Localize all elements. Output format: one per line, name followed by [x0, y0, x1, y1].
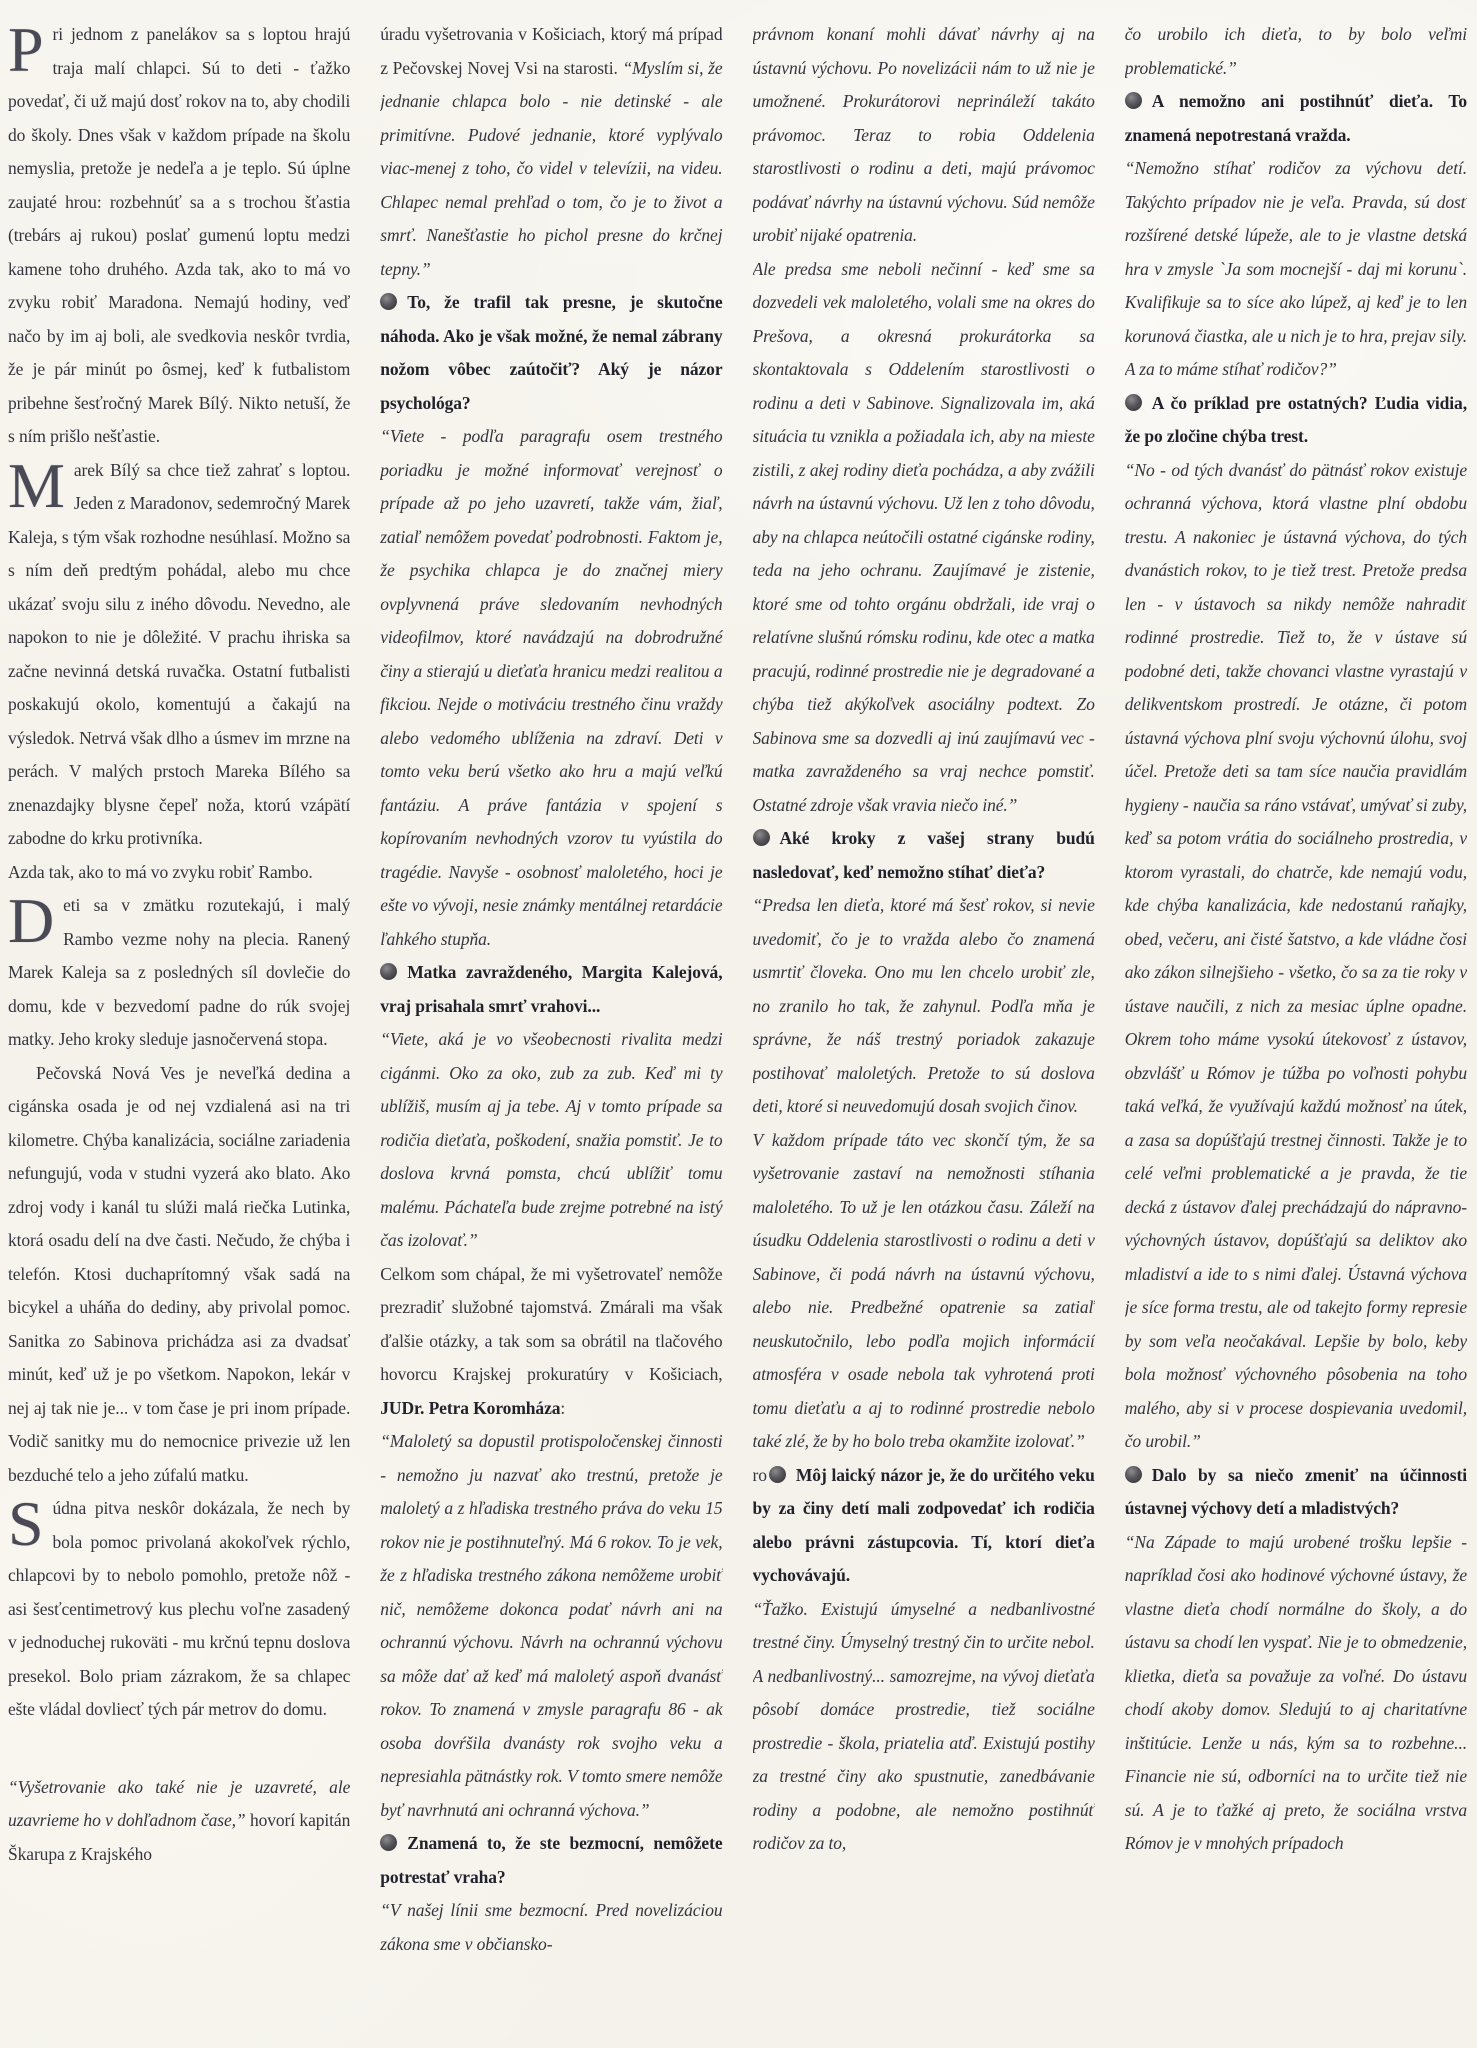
article-paragraph — [1125, 152, 1467, 387]
article-paragraph — [1125, 1526, 1467, 1861]
interview-question — [1125, 1459, 1467, 1526]
text-segment-bold: Aké kroky z vašej strany budú nasledovať, keď nemožno stíhať dieťa? — [752, 828, 1095, 882]
article-paragraph — [753, 1593, 1095, 1861]
interview-question — [1125, 387, 1467, 454]
text-segment-bold: JUDr. Petra Koromháza — [380, 1397, 561, 1418]
stray-print-artifact: ro — [752, 1464, 767, 1485]
article-column-3 — [753, 18, 1095, 2030]
text-segment-italic: “Viete, aká je vo všeobecnosti rivalita medzi cigánmi. Oko za oko, zub za zub. Keď mi ty ublížiš, musím aj ja tebe. Aj v tomto prípade sa rodičia dieťaťa, poškodení, snažia pomstiť. Je to doslova krvná pomsta, chcú ublížiť tomu malému. Páchateľa bude zrejme potrebné na istý čas izolovať.” — [380, 1029, 723, 1250]
text-segment-normal: Azda tak, ako to má vo zvyku robiť Rambo. — [8, 861, 313, 882]
article-columns — [8, 18, 1467, 2030]
article-paragraph — [8, 885, 351, 1057]
article-paragraph — [753, 253, 1095, 823]
text-segment-italic: Ale predsa sme neboli nečinní - keď sme sa dozvedeli vek maloletého, volali sme na okres do Prešova, a okresná prokurátorka sa skontaktovala s Oddelením starostlivosti o rodinu a deti v Sabinove. Signalizovala im, aká situácia tu vznikla a požiadala ich, aby na mieste zistili, z akej rodiny dieťa pochádza, a aby zvážili návrh na ústavnú výchovu. Už len z toho dôvodu, aby na chlapca neútočili ostatné cigánske rodiny, teda na jeho ochranu. Zaujímavé je zistenie, ktoré sme od tohto orgánu obdržali, ide vraj o relatívne slušnú rómsku rodinu, kde otec a matka pracujú, rodinné prostredie nie je degradované a chýba tiež akýkoľvek asociálny podtext. Zo Sabinova sme sa dozvedli aj inú zaujímavú vec - matka zavraždeného sa vraj nechce pomstiť. Ostatné zdroje však vravia niečo iné.” — [752, 258, 1095, 815]
text-segment-normal: úradu vyšetrovania v Košiciach, ktorý má prípad z Pečovskej Novej Vsi na starosti. — [380, 24, 723, 78]
article-paragraph — [380, 18, 722, 286]
article-paragraph — [380, 420, 722, 956]
text-segment-normal: Celkom som chápal, že mi vyšetrovateľ nemôže prezradiť služobné tajomstvá. Zmárali ma však ďalšie otázky, a tak som sa obrátil na tlačového hovorcu Krajskej prokuratúry v Košiciach, — [380, 1263, 723, 1384]
text-segment-bold: A nemožno ani postihnúť dieťa. To znamená nepotrestaná vražda. — [1124, 91, 1467, 145]
text-segment-normal: eti sa v zmätku rozutekajú, i malý Rambo vezme nohy na plecia. Ranený Marek Kaleja sa z posledných síl dovlečie do domu, kde v bezvedomí padne do rúk svojej matky. Jeho kroky sleduje jasnočervená stopa. — [8, 895, 351, 1049]
article-column-4 — [1125, 18, 1467, 2030]
text-segment-italic: “Myslím si, že jednanie chlapca bolo - nie detinské - ale primitívne. Pudové jednanie, ktoré vyplývalo viac-menej z toho, čo videl v televízii, na videu. Chlapec nemal prehľad o tom, čo je to život a smrť. Nanešťastie ho pichol presne do krčnej tepny.” — [380, 57, 723, 279]
text-segment-normal: hovorí kapitán Škarupa z Krajského — [8, 1810, 351, 1864]
interview-question — [380, 956, 722, 1023]
text-segment-italic: “Vyšetrovanie ako také nie je uzavreté, ale uzavrieme ho v dohľadnom čase,” — [8, 1776, 351, 1830]
text-segment-bold: A čo príklad pre ostatných? Ľudia vidia, že po zločine chýba trest. — [1124, 392, 1467, 446]
article-paragraph — [380, 1258, 722, 1426]
article-paragraph — [753, 889, 1095, 1124]
drop-cap-letter: P — [8, 18, 44, 85]
article-paragraph — [8, 856, 350, 890]
article-paragraph — [380, 1425, 722, 1827]
text-segment-italic: “Na Západe to majú urobené trošku lepšie - napríklad čosi ako hodinové výchovné ústavy, že vlastne dieťa chodí normálne do školy, a do ústavu sa chodí len vyspať. Nie je to obmedzenie, klietka, dieťa sa považuje za voľné. Do ústavu chodí akoby domov. Sledujú to aj charitatívne inštitúcie. Lenže u nás, kým sa to rozbehne... Financie nie sú, odborníci na to určite tiež nie sú. A je to ťažké aj preto, že sociálna vrstva Rómov je v mnohých prípadoch — [1124, 1531, 1467, 1853]
text-segment-italic: “V našej línii sme bezmocní. Pred novelizáciou zákona sme v občiansko- — [380, 1900, 723, 1954]
text-segment-italic: “Viete - podľa paragrafu osem trestného poriadku je možné informovať verejnosť o prípade až po jeho uzavretí, takže vám, žiaľ, zatiaľ nemôžem povedať podrobnosti. Faktom je, že psychika chlapca je do značnej miery ovplyvnená práve sledovaním nevhodných videofilmov, ktoré navádzajú na dobrodružné činy a stierajú u dieťaťa hranicu medzi realitou a fikciou. Nejde o motiváciu trestného činu vraždy alebo vedomého ublíženia na zdraví. Deti v tomto veku berú všetko ako hru a majú veľkú fantáziu. A práve fantázia v spojení s kopírovaním nevhodných vzorov tu vyústila do tragédie. Navyše - osobnosť maloletého, hoci je ešte vo vývoji, nesie známky mentálnej retardácie ľahkého stupňa. — [380, 426, 723, 949]
text-segment-italic: “Nemožno stíhať rodičov za výchovu detí. Takýchto prípadov nie je veľa. Pravda, sú dosť rozšírené detské lúpeže, ale to je vlastne detská hra v zmysle `Ja som mocnejší - daj mi korunu`. Kvalifikuje sa to síce ako lúpež, aj keď je to len korunová čiastka, ale u nich je to hra, prejav sily. A za to máme stíhať rodičov?” — [1124, 158, 1467, 379]
text-segment-italic: V každom prípade táto vec skončí tým, že sa vyšetrovanie zastaví na nemožnosti stíhania maloletého. To už je len otázkou času. Záleží na úsudku Oddelenia starostlivosti o rodinu a deti v Sabinove, či podá návrh na ústavnú výchovu, alebo nie. Predbežné opatrenie sa zatiaľ neuskutočnilo, lebo podľa mojich informácií atmosféra v osade nebola tak vyhrotená proti tomu dieťaťu a aj to rodinné prostredie nebolo také zlé, že by ho bolo treba okamžite izolovať.” — [752, 1129, 1095, 1451]
interview-question — [380, 1827, 722, 1894]
question-bullet-icon — [1125, 394, 1142, 411]
article-paragraph — [8, 1057, 350, 1493]
article-paragraph — [380, 1023, 722, 1258]
text-segment-italic: právnom konaní mohli dávať návrhy aj na ústavnú výchovu. Po novelizácii nám to už nie je umožnené. Prokurátorovi neprináleží takáto právomoc. Teraz to robia Oddelenia starostlivosti o rodinu a deti, majú právomoc podávať návrhy na ústavnú výchovu. Súd nemôže urobiť nijaké opatrenia. — [752, 24, 1095, 245]
interview-question — [753, 1459, 1095, 1593]
text-segment-bold: To, že trafil tak presne, je skutočne náhoda. Ako je však možné, že nemal zábrany nožom vôbec zaútočiť? Aký je názor psychológa? — [380, 292, 723, 413]
article-paragraph — [1125, 18, 1467, 85]
text-segment-italic: čo urobilo ich dieťa, to by bolo veľmi problematické.” — [1124, 24, 1467, 78]
drop-cap-letter: D — [8, 885, 55, 956]
article-paragraph — [8, 18, 350, 454]
text-segment-italic: “Maloletý sa dopustil protispoločenskej činnosti - nemožno ju nazvať ako trestnú, pretože je maloletý a z hľadiska trestného práva do veku 15 rokov nie je postihnuteľný. Má 6 rokov. To je vek, že z hľadiska trestného zákona nemôžeme urobiť nič, nemôžeme dokonca podať návrh ani na ochrannú výchovu. Návrh na ochrannú výchovu sa môže dať až keď má maloletý aspoň dvanásť rokov. To znamená v zmysle paragrafu 86 - ak osoba dovŕšila dvanásty rok svojho veku a nepresiahla pätnástky rok. V tomto smere nemôže byť navrhnutá ani ochranná výchova.” — [380, 1431, 723, 1820]
text-segment-normal: arek Bílý sa chce tiež zahrať s loptou. Jeden z Maradonov, sedemročný Marek Kaleja, s tým však rozhodne nesúhlasí. Možno sa s ním deň predtým pohádal, alebo mu chce ukázať svoju silu z iného dôvodu. Nevedno, ale napokon to nie je dôležité. V prachu ihriska sa začne nevinná detská ruvačka. Ostatní futbalisti poskakujú okolo, komentujú a čakajú na výsledok. Netrvá však dlho a úsmev im mrzne na perách. V malých prstoch Mareka Bílého sa znenazdajky blysne čepeľ noža, ktorú vzápätí zabodne do krku protivníka. — [8, 459, 351, 848]
text-segment-italic: “No - od tých dvanásť do pätnásť rokov existuje ochranná výchova, ktorá vlastne plní obdobu trestu. A nakoniec je ústavná výchova, do tých dvanástich rokov, to je tiež trest. Pretože predsa len - v ústavoch sa nikdy nemôže nahradiť rodinné prostredie. Tiež to, že v ústave sú podobné deti, takže chovanci vlastne vyrastajú v delikventskom prostredí. Je otázne, či potom ústavná výchova plní svoju výchovnú úlohu, svoj účel. Pretože deti sa tam síce naučia pravidlám hygieny - naučia sa ráno vstávať, umývať si zuby, keď sa potom vrátia do sociálneho prostredia, v ktorom vyrastali, do chatrče, kde nemajú vodu, kde chýba kanalizácia, kde nedostanú raňajky, obed, večeru, ani čisté šatstvo, a kde vládne čosi ako zákon silnejšieho - všetko, čo sa za tie roky v ústave naučili, z nich za mesiac úplne opadne. Okrem toho máme vysokú útekovosť z ústavov, obzvlášť u Rómov je túžba po voľnosti pohybu taká veľká, že využívajú každú možnosť na útek, a zasa sa dopúšťajú trestnej činnosti. Takže je to celé veľmi problematické a je pravda, že tie decká z ústavov ďalej prechádzajú do nápravno-výchovných ústavov, dopúšťajú sa deliktov ako mladiství a ide to s nimi ďalej. Ústavná výchova je síce forma trestu, ale od takejto formy represie by som veľa neočakával. Lepšie by bolo, keby bola možnosť výchovného pôsobenia na toho malého, aby si v procese dospievania uvedomil, čo urobil.” — [1124, 459, 1467, 1451]
question-bullet-icon — [1125, 92, 1142, 109]
question-bullet-icon — [380, 293, 397, 310]
question-bullet-icon — [769, 1466, 786, 1483]
text-segment-normal: : — [560, 1397, 566, 1418]
text-segment-italic: “Predsa len dieťa, ktoré má šesť rokov, si nevie uvedomiť, čo je to vražda alebo čo znamená usmrtiť človeka. Ono mu len chcelo urobiť zle, no zranilo ho tak, že zahynul. Podľa mňa je správne, že náš trestný poriadok zakazuje postihovať maloletých. Pretože to sú doslova deti, ktoré si neuvedomujú dosah svojich činov. — [752, 895, 1095, 1116]
interview-question — [1125, 85, 1467, 152]
question-bullet-icon — [380, 963, 397, 980]
drop-cap-letter: M — [8, 449, 65, 521]
article-paragraph — [8, 1488, 351, 1727]
text-segment-bold: Dalo by sa niečo zmeniť na účinnosti ústavnej výchovy detí a mladistvých? — [1124, 1464, 1467, 1518]
question-bullet-icon — [380, 1834, 397, 1851]
question-bullet-icon — [1125, 1466, 1142, 1483]
interview-question — [380, 286, 722, 420]
article-paragraph — [380, 1894, 722, 1961]
text-segment-bold: Matka zavraždeného, Margita Kalejová, vraj prisahala smrť vrahovi... — [380, 962, 723, 1016]
article-paragraph — [1125, 454, 1467, 1459]
text-segment-bold: Znamená to, že ste bezmocní, nemôžete potrestať vraha? — [380, 1833, 723, 1887]
article-paragraph — [8, 449, 351, 856]
article-paragraph — [8, 1771, 350, 1872]
text-segment-normal: Pečovská Nová Ves je neveľká dedina a cigánska osada je od nej vzdialená asi na tri kilometre. Chýba kanalizácia, sociálne zariadenia nefungujú, voda v studni vyzerá ako blato. Ako zdroj vody i kanál tu slúži malá riečka Lutinka, ktorá osadu delí na dve časti. Nečudo, že chýba i telefón. Ktosi duchaprítomný však sadá na bicykel a uháňa do dediny, aby privolal pomoc. Sanitka zo Sabinova prichádza asi za dvadsať minút, keď už je po všetkom. Napokon, lekár v nej aj tak nie je... v tom čase je pri inom prípade. Vodič sanitky mu do nemocnice privezie už len bezduché telo a jeho zúfalú matku. — [8, 1062, 351, 1485]
drop-cap-letter: S — [8, 1488, 44, 1559]
article-column-1 — [8, 18, 350, 2030]
article-paragraph — [753, 1124, 1095, 1459]
text-segment-italic: “Ťažko. Existujú úmyselné a nedbanlivostné trestné činy. Úmyselný trestný čin to určite nebol. A nedbanlivostný... samozrejme, na vývoj dieťaťa pôsobí domáce prostredie, tiež sociálne prostredie - škola, priatelia atď. Existujú postihy za trestné činy ako spustnutie, zanedbávanie rodiny a podobne, ale nemožno postihnúť rodičov za to, — [752, 1598, 1095, 1853]
question-bullet-icon — [753, 829, 770, 846]
interview-question — [753, 822, 1095, 889]
text-segment-normal: údna pitva neskôr dokázala, že nech by bola pomoc privolaná akokoľvek rýchlo, chlapcovi by to nebolo pomohlo, pretože nôž - asi šesťcentimetrový kus plechu voľne zasadený v jednoduchej rukoväti - mu krčnú tepnu doslova presekol. Bolo priam zázrakom, že sa chlapec ešte vládal dovliecť tých pár metrov do domu. — [8, 1498, 351, 1719]
text-segment-bold: Môj laický názor je, že do určitého veku by za činy detí mali zodpovedať ich rodičia alebo právni zástupcovia. Tí, ktorí dieťa vychovávajú. — [752, 1464, 1095, 1585]
article-paragraph — [753, 18, 1095, 253]
text-segment-normal: ri jednom z panelákov sa s loptou hrajú traja malí chlapci. Sú to deti - ťažko povedať, či už majú dosť rokov na to, aby chodili do školy. Dnes však v každom prípade na školu nemyslia, pretože je nedeľa a je teplo. Sú úplne zaujaté hrou: rozbehnúť sa a s trochou šťastia (trebárs aj rukou) poslať gumenú loptu medzi kamene toho druhého. Azda tak, ako to má vo zvyku robiť Maradona. Nemajú hodiny, veď načo by im aj boli, ale svedkovia neskôr tvrdia, že je pár minút po ôsmej, keď k futbalistom pribehne šesťročný Marek Bílý. Nikto netuší, že s ním prišlo nešťastie. — [8, 24, 351, 446]
article-column-2 — [380, 18, 722, 2030]
